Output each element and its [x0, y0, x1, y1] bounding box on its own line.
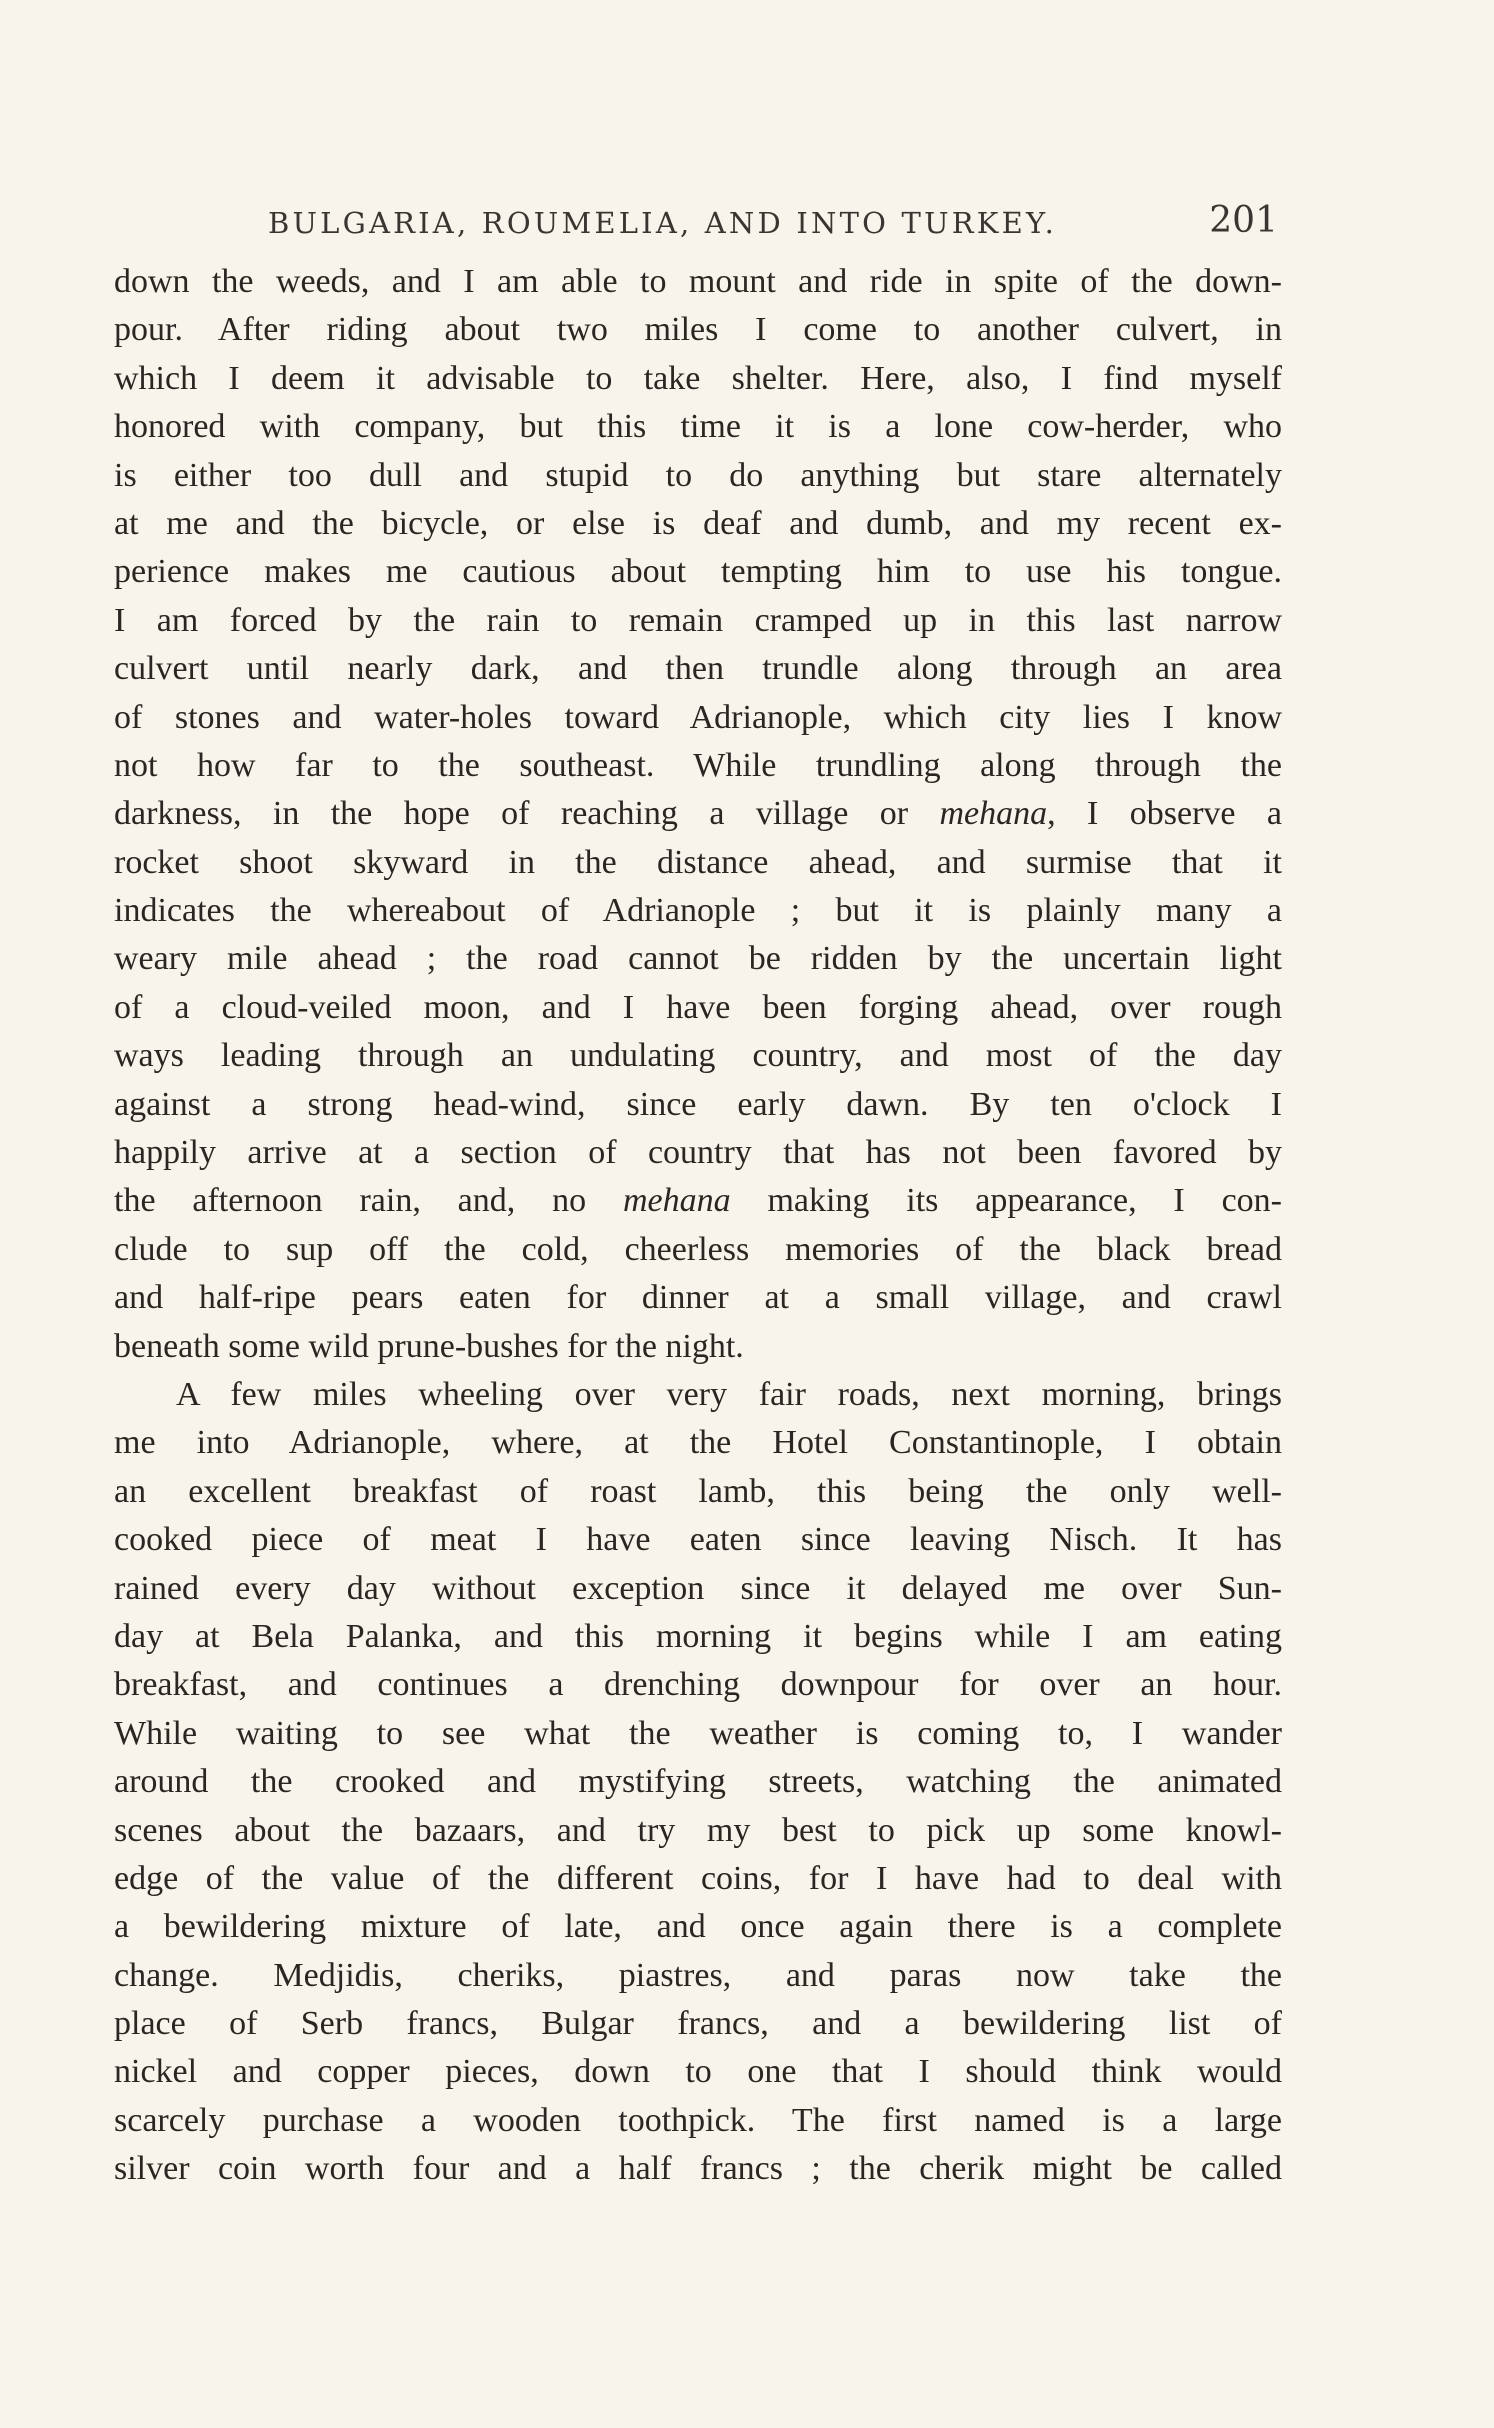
text-line: me into Adrianople, where, at the Hotel Constantinople, I obtain — [114, 1424, 1282, 1462]
text-line: happily arrive at a section of country that has not been favored by — [114, 1134, 1282, 1172]
text-line: against a strong head-wind, since early dawn. By ten o'clock I — [114, 1085, 1282, 1123]
text-line: scarcely purchase a wooden toothpick. The first named is a large — [114, 2101, 1282, 2139]
text-line: at me and the bicycle, or else is deaf and dumb, and my recent ex- — [114, 504, 1282, 542]
text-line: clude to sup off the cold, cheerless memories of the black bread — [114, 1230, 1282, 1268]
page-number: 201 — [1209, 200, 1278, 241]
running-title: BULGARIA, ROUMELIA, AND INTO TURKEY. — [268, 206, 1058, 240]
text-line: culvert until nearly dark, and then trundle along through an area — [114, 650, 1282, 688]
text-line: indicates the whereabout of Adrianople ; but it is plainly many a — [114, 892, 1282, 930]
text-line: weary mile ahead ; the road cannot be ridden by the uncertain light — [114, 940, 1282, 978]
text-line: pour. After riding about two miles I come to another culvert, in — [114, 311, 1282, 349]
text-line: of a cloud-veiled moon, and I have been forging ahead, over rough — [114, 988, 1282, 1026]
text-line: ways leading through an undulating country, and most of the day — [114, 1037, 1282, 1075]
text-line: of stones and water-holes toward Adrianople, which city lies I know — [114, 698, 1282, 736]
text-line: rocket shoot skyward in the distance ahead, and surmise that it — [114, 843, 1282, 881]
text-line: While waiting to see what the weather is coming to, I wander — [114, 1714, 1282, 1752]
text-line: darkness, in the hope of reaching a village or mehana, I observe a — [114, 795, 1282, 833]
text-line: not how far to the southeast. While trundling along through the — [114, 746, 1282, 784]
text-line: change. Medjidis, cheriks, piastres, and paras now take the — [114, 1956, 1282, 1994]
text-line: honored with company, but this time it is a lone cow-herder, who — [114, 408, 1282, 446]
text-line: a bewildering mixture of late, and once again there is a complete — [114, 1908, 1282, 1946]
text-line: place of Serb francs, Bulgar francs, and a bewildering list of — [114, 2005, 1282, 2043]
text-line: scenes about the bazaars, and try my best to pick up some knowl- — [114, 1811, 1282, 1849]
text-line: and half-ripe pears eaten for dinner at a small village, and crawl — [114, 1279, 1282, 1317]
running-head — [268, 200, 1278, 250]
text-line: A few miles wheeling over very fair roads, next morning, brings — [176, 1375, 1282, 1413]
text-line: down the weeds, and I am able to mount and ride in spite of the down- — [114, 263, 1282, 300]
text-line: silver coin worth four and a half francs ; the cherik might be called — [114, 2150, 1282, 2188]
text-line: day at Bela Palanka, and this morning it begins while I am eating — [114, 1617, 1282, 1655]
text-line: I am forced by the rain to remain cramped up in this last narrow — [114, 601, 1282, 639]
text-line: is either too dull and stupid to do anything but stare alternately — [114, 456, 1282, 494]
text-line: the afternoon rain, and, no mehana making its appearance, I con- — [114, 1182, 1282, 1220]
text-line: cooked piece of meat I have eaten since leaving Nisch. It has — [114, 1521, 1282, 1559]
text-line: rained every day without exception since it delayed me over Sun- — [114, 1569, 1282, 1607]
text-line: breakfast, and continues a drenching downpour for over an hour. — [114, 1666, 1282, 1704]
text-line: an excellent breakfast of roast lamb, this being the only well- — [114, 1472, 1282, 1510]
text-line: perience makes me cautious about tempting him to use his tongue. — [114, 553, 1282, 591]
text-line: beneath some wild prune-bushes for the night. — [114, 1327, 744, 1365]
text-line: nickel and copper pieces, down to one that I should think would — [114, 2053, 1282, 2091]
body-text — [114, 258, 1282, 2194]
text-line: edge of the value of the different coins, for I have had to deal with — [114, 1859, 1282, 1897]
text-line: which I deem it advisable to take shelter. Here, also, I find myself — [114, 359, 1282, 397]
text-line: around the crooked and mystifying streets, watching the animated — [114, 1763, 1282, 1801]
